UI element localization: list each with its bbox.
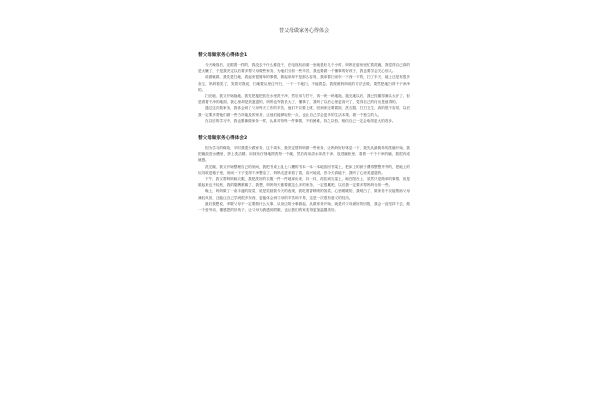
paragraph: 今天晚饭后，还跟着一样的，我没去干什么都没干，在电视机前面一坐就是好几个小时，妈妈在厨房里忙着洗碗，我觉得自己真的是太懒了，于是我决定以后要多帮父母做些家务，为他们分担一些辛苦，我也要做一个懂事的好孩子，我也要学会关心别人。 <box>198 63 410 74</box>
document-title: 替父母做家务心得体会 <box>278 28 329 34</box>
paragraph: 下午，我又帮妈妈晾衣服，我把洗好的衣服一件一件地拿出来，抖一抖，再挂到衣架上，晾在阳台上，虽然只是简单的事情，但是做起来也不轻松，我的胳膊都酸了，我想，妈妈每天都要做这么多的家务，一定很累吧，以后我一定要多帮妈妈分担一些。 <box>198 177 410 188</box>
paragraph: 说做就做，我先是扫地，看起来很简单的事情，做起来却不是那么容易，我拿着扫帚东一下西一下的，扫了半天，地上还是有很多灰尘，妈妈看见了，笑着对我说，扫地要从里往外扫，一下一下地扫，不能着急，我按照妈妈说的方法去做，果然把地扫得干干净净的。 <box>198 75 410 92</box>
section-gap <box>198 124 410 136</box>
document-page <box>198 28 410 394</box>
section-2 <box>198 136 410 213</box>
paragraph: 最后我想说，孝敬父母不一定要做什么大事，从身边的小事做起，从做家务开始，就是对父母最好的回报，我会一直坚持下去，做一个爱劳动、懂感恩的好孩子，让父母为我感到骄傲，也让我们的家变得更加温馨美好。 <box>198 201 410 213</box>
paragraph: 因为学习的缘故，平时我很少做家务，这个周末，我决定帮妈妈做一些家务，让妈妈好好休息一下，我先从最简单的洗碗开始，我把碗放进水槽里，挤上洗洁精，用抹布仔细地擦洗每一个碗，然后再用清水冲洗干净，放进碗柜里，看着一个个干净的碗，我很有成就感。 <box>198 146 410 163</box>
section-1-heading: 替父母做家务心得体会1 <box>198 53 248 58</box>
paragraph: 通过这次做家务，我体会到了父母每天工作的辛苦，他们不仅要上班，回到家还要做饭、洗衣服、打扫卫生，真的很不容易，以后我一定要多帮他们做一些力所能及的家务，让他们能够轻松一点，也让自己学会更多的生活本领，做一个独立的人。 <box>198 106 410 117</box>
paragraph: 在以后的学习中，我也要像做家务一样，认真对待每一件事情，不怕困难，持之以恒，相信自己一定会取得更大的进步。 <box>205 118 396 123</box>
paragraph: 扫完地，我又开始拖地，我先把拖把放在水里洗干净，然后用力拧干，再一块一块地拖，拖完地以后，我已经累得满头大汗了，但是看着干净的地面，我心里却是美滋滋的，妈妈也夸我长大了，懂事了，我听了以后心里更高兴了，觉得自己的付出是值得的。 <box>198 94 410 105</box>
section-1 <box>198 53 410 124</box>
paragraph: 洗完碗，我又开始整理自己的房间，我把书桌上乱七八糟的书本一本一本地放回书架上，把床上的被子叠得整整齐齐的，把地上的玩具收进箱子里，房间一下子变得干净整洁了，妈妈走进来看了看，高兴地说，你今天真能干，我听了心里美滋滋的。 <box>198 164 410 175</box>
paragraph: 晚上，妈妈做了一桌丰盛的饭菜，说是奖励我今天的表现，我吃着香喷喷的饭菜，心里暖暖的，我明白了，做家务不仅能帮助父母减轻负担，还能让自己学到很多东西，更能体会到父母的辛苦和不易，这是一次很有意义的经历。 <box>198 189 410 200</box>
section-2-heading: 替父母做家务心得体会2 <box>198 136 248 142</box>
